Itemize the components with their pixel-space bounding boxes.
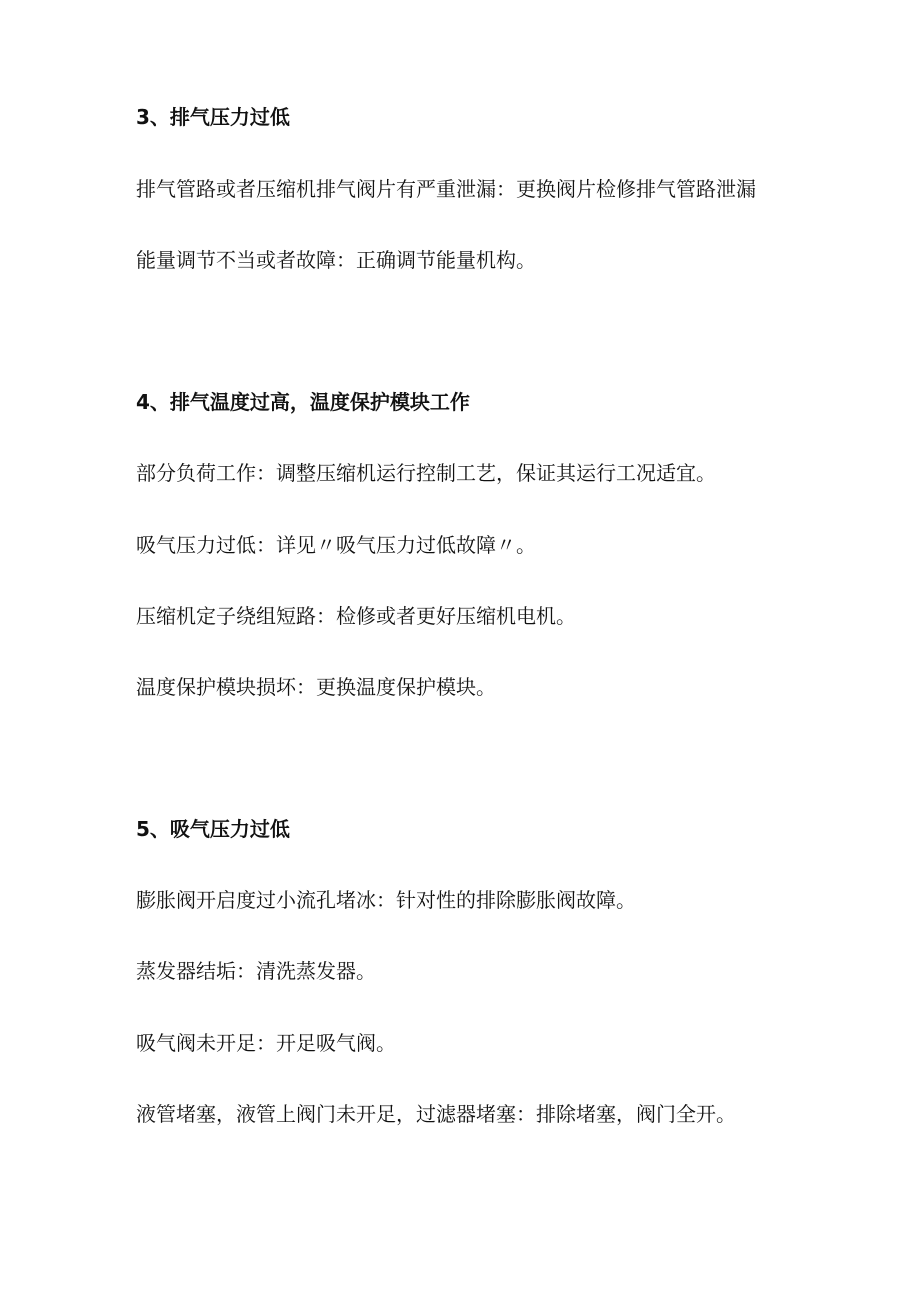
section-3-heading: 3、排气压力过低 — [136, 105, 290, 129]
section-4-heading: 4、排气温度过高，温度保护模块工作 — [136, 390, 470, 414]
section-5-heading: 5、吸气压力过低 — [136, 817, 290, 841]
section-4-item-2: 吸气压力过低：详见〃吸气压力过低故障〃。 — [136, 533, 536, 557]
section-3-item-2: 能量调节不当或者故障：正确调节能量机构。 — [136, 248, 536, 272]
section-4-item-1: 部分负荷工作：调整压缩机运行控制工艺，保证其运行工况适宜。 — [136, 461, 716, 485]
section-4-item-4: 温度保护模块损坏：更换温度保护模块。 — [136, 675, 496, 699]
section-5-item-3: 吸气阀未开足：开足吸气阀。 — [136, 1031, 396, 1055]
section-3-item-1: 排气管路或者压缩机排气阀片有严重泄漏：更换阀片检修排气管路泄漏 — [136, 177, 756, 201]
section-5-item-1: 膨胀阀开启度过小流孔堵冰：针对性的排除膨胀阀故障。 — [136, 888, 636, 912]
section-5-item-2: 蒸发器结垢：清洗蒸发器。 — [136, 959, 376, 983]
section-4-item-3: 压缩机定子绕组短路：检修或者更好压缩机电机。 — [136, 604, 576, 628]
section-5-item-4: 液管堵塞，液管上阀门未开足，过滤器堵塞：排除堵塞，阀门全开。 — [136, 1102, 736, 1126]
